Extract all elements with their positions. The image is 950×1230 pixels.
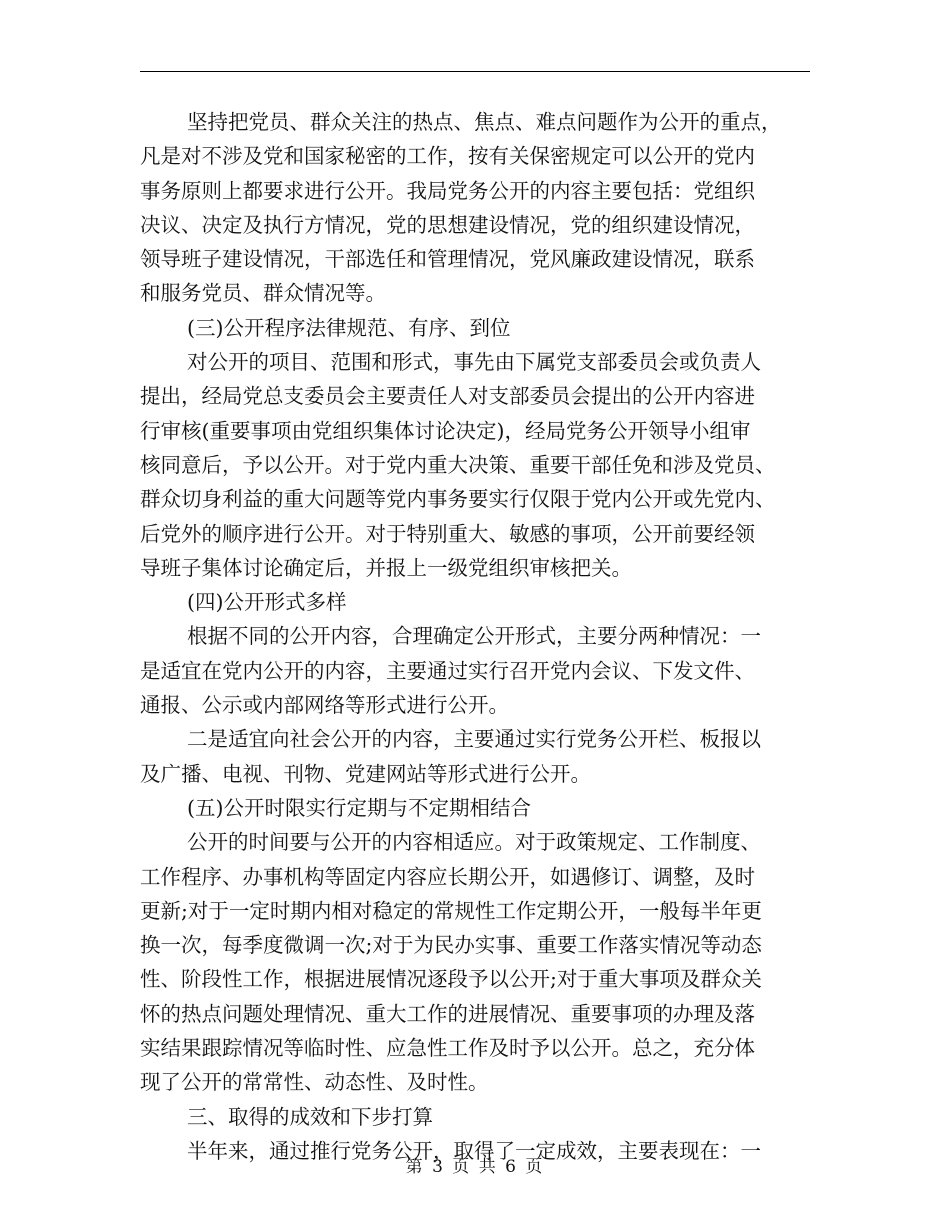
- text-line: 决议、决定及执行方情况，党的思想建设情况，党的组织建设情况，: [140, 212, 755, 237]
- text-line: 群众切身利益的重大问题等党内事务要实行仅限于党内公开或先党内、: [140, 487, 776, 512]
- text-line: 提出，经局党总支委员会主要责任人对支部委员会提出的公开内容进: [140, 384, 755, 409]
- text-line: 导班子集体讨论确定后，并报上一级党组织审核把关。: [140, 555, 632, 580]
- header-rule: [140, 71, 810, 72]
- text-line: 核同意后，予以公开。对于党内重大决策、重要干部任免和涉及党员、: [140, 452, 776, 477]
- text-line: 后党外的顺序进行公开。对于特别重大、敏感的事项，公开前要经领: [140, 521, 755, 546]
- text-line: (三)公开程序法律规范、有序、到位: [187, 315, 511, 340]
- text-line: 怀的热点问题处理情况、重大工作的进展情况、重要事项的办理及落: [140, 1001, 755, 1026]
- text-line: 更新;对于一定时期内相对稳定的常规性工作定期公开，一般每半年更: [140, 898, 762, 923]
- text-line: 及广播、电视、刊物、党建网站等形式进行公开。: [140, 761, 591, 786]
- text-line: 坚持把党员、群众关注的热点、焦点、难点问题作为公开的重点，: [187, 110, 782, 134]
- page-number-footer: 第 3 页 共 6 页: [405, 1157, 545, 1177]
- document-body: [140, 105, 830, 1168]
- text-line: 领导班子建设情况，干部选任和管理情况，党风廉政建设情况，联系: [140, 247, 755, 272]
- text-line: 二是适宜向社会公开的内容，主要通过实行党务公开栏、板报以: [187, 727, 761, 752]
- text-line: 凡是对不涉及党和国家秘密的工作，按有关保密规定可以公开的党内: [140, 144, 755, 169]
- text-line: 三、取得的成效和下步打算: [187, 1104, 433, 1129]
- text-line: 对公开的项目、范围和形式，事先由下属党支部委员会或负责人: [187, 350, 761, 375]
- text-line: 和服务党员、群众情况等。: [140, 281, 386, 306]
- text-line: 性、阶段性工作，根据进展情况逐段予以公开;对于重大事项及群众关: [140, 967, 762, 992]
- text-line: 行审核(重要事项由党组织集体讨论决定)，经局党务公开领导小组审: [140, 418, 751, 443]
- text-line: 公开的时间要与公开的内容相适应。对于政策规定、工作制度、: [187, 830, 761, 855]
- text-line: 现了公开的常常性、动态性、及时性。: [140, 1070, 489, 1095]
- text-line: (四)公开形式多样: [187, 590, 347, 615]
- text-line: 是适宜在党内公开的内容，主要通过实行召开党内会议、下发文件、: [140, 658, 755, 683]
- text-line: 换一次，每季度微调一次;对于为民办实事、重要工作落实情况等动态: [140, 933, 762, 958]
- text-line: 通报、公示或内部网络等形式进行公开。: [140, 693, 509, 718]
- text-line: 半年来，通过推行党务公开，取得了一定成效，主要表现在：一: [187, 1138, 761, 1163]
- text-line: 实结果跟踪情况等临时性、应急性工作及时予以公开。总之，充分体: [140, 1036, 755, 1061]
- text-line: 事务原则上都要求进行公开。我局党务公开的内容主要包括：党组织: [140, 178, 755, 203]
- text-line: 工作程序、办事机构等固定内容应长期公开，如遇修订、调整，及时: [140, 864, 755, 889]
- text-line: 根据不同的公开内容，合理确定公开形式，主要分两种情况：一: [187, 624, 761, 649]
- text-line: (五)公开时限实行定期与不定期相结合: [187, 795, 531, 820]
